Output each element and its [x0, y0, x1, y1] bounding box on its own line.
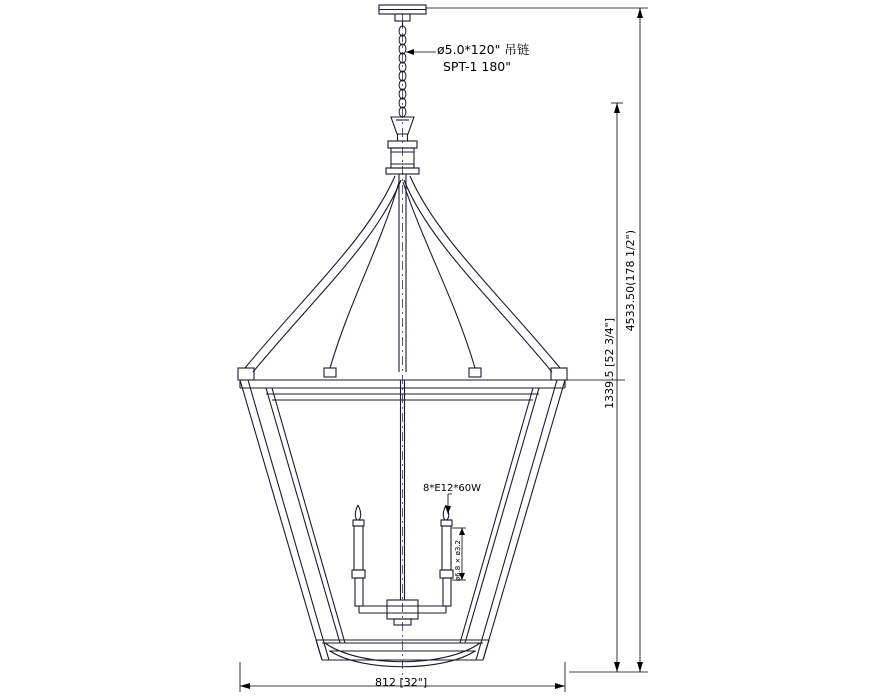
chain-spec-label-line1: ø5.0*120" 吊链: [437, 42, 530, 57]
overall-height-label: 4533.50(178 1/2"): [624, 230, 637, 332]
body-height-label: 1339.5 [52 3/4"]: [603, 318, 616, 409]
width-dimension-label: 812 [32"]: [375, 676, 428, 689]
chain-spec-label-line2: SPT-1 180": [443, 59, 512, 74]
bulb-spec-label: 8*E12*60W: [423, 483, 482, 494]
socket-dimension-label: ø6.8 × ø3.2: [454, 540, 462, 582]
